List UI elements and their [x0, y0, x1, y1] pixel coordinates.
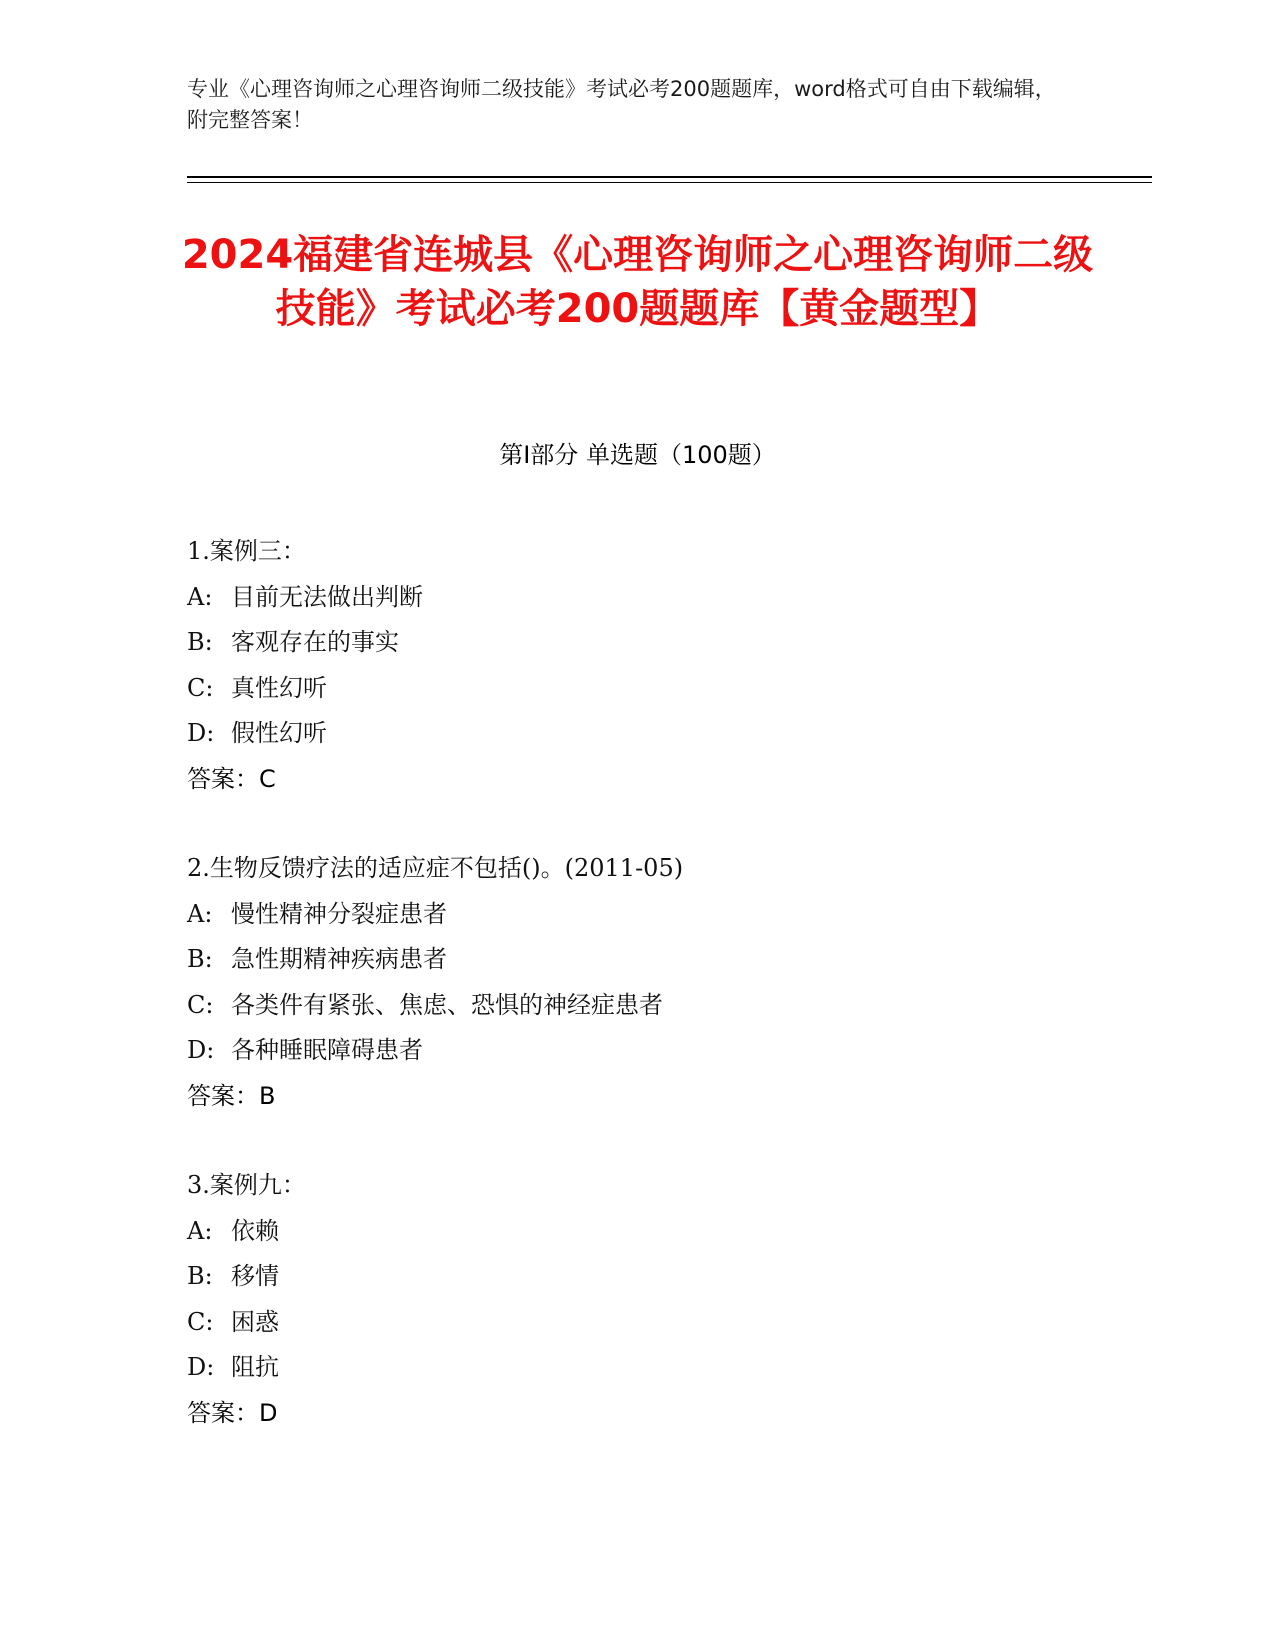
header-rule-thin — [187, 182, 1152, 183]
option-text: 阻抗 — [231, 1353, 279, 1381]
answer-line: 答案：B — [187, 1081, 276, 1110]
question-list — [187, 529, 1087, 1480]
option-key: D: — [187, 1353, 215, 1381]
option-key: B: — [187, 628, 213, 656]
option-key: A: — [187, 899, 213, 928]
option-key: A: — [187, 582, 213, 611]
option-text: 慢性精神分裂症患者 — [231, 899, 447, 928]
option-a — [187, 892, 1087, 938]
option-b — [187, 1254, 1087, 1300]
option-text: 移情 — [231, 1262, 279, 1290]
option-key: C: — [187, 990, 214, 1019]
header-note: 专业《心理咨询师之心理咨询师二级技能》考试必考200题题库，word格式可自由下载编辑，附完整答案！ — [187, 77, 1056, 132]
document-title: 2024福建省连城县《心理咨询师之心理咨询师二级技能》考试必考200题题库【黄金题型】 — [181, 232, 1094, 332]
question-2 — [187, 846, 1087, 1119]
option-text: 依赖 — [231, 1216, 279, 1245]
answer-line: 答案：D — [187, 1398, 278, 1427]
option-key: A: — [187, 1216, 213, 1245]
option-text: 各类件有紧张、焦虑、恐惧的神经症患者 — [231, 990, 663, 1019]
option-c — [187, 983, 1087, 1029]
option-text: 困惑 — [231, 1307, 279, 1336]
option-b — [187, 937, 1087, 983]
question-stem: 1.案例三： — [187, 537, 306, 565]
answer-line: 答案：C — [187, 764, 276, 793]
header-rule-thick — [187, 176, 1152, 178]
option-key: D: — [187, 1036, 215, 1064]
option-key: C: — [187, 673, 214, 702]
option-key: B: — [187, 945, 213, 973]
option-b — [187, 620, 1087, 666]
question-1 — [187, 529, 1087, 802]
option-text: 急性期精神疾病患者 — [231, 945, 447, 973]
option-text: 假性幻听 — [231, 719, 327, 747]
option-a — [187, 575, 1087, 621]
option-c — [187, 666, 1087, 712]
question-stem: 2.生物反馈疗法的适应症不包括()。(2011-05) — [187, 854, 684, 882]
option-key: C: — [187, 1307, 214, 1336]
option-text: 目前无法做出判断 — [231, 582, 423, 611]
option-key: B: — [187, 1262, 213, 1290]
option-d — [187, 711, 1087, 757]
option-c — [187, 1300, 1087, 1346]
question-3 — [187, 1163, 1087, 1436]
section-title: 第Ⅰ部分 单选题（100题） — [499, 441, 776, 469]
option-text: 真性幻听 — [231, 673, 327, 702]
option-text: 客观存在的事实 — [231, 628, 399, 656]
option-text: 各种睡眠障碍患者 — [231, 1036, 423, 1064]
option-a — [187, 1209, 1087, 1255]
question-stem: 3.案例九： — [187, 1171, 306, 1199]
option-d — [187, 1345, 1087, 1391]
option-key: D: — [187, 719, 215, 747]
option-d — [187, 1028, 1087, 1074]
